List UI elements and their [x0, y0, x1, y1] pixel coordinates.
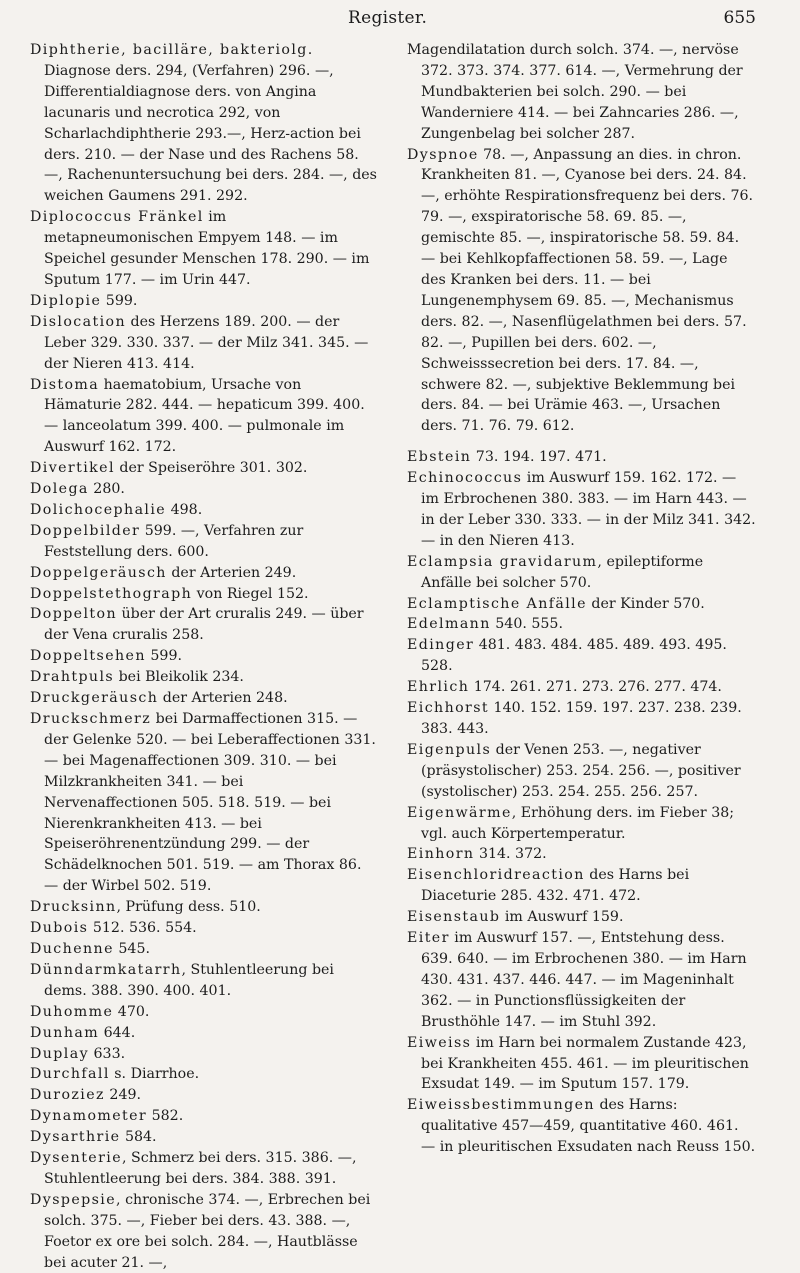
index-entry	[30, 563, 379, 584]
index-entry	[30, 709, 379, 897]
index-references: 584.	[120, 1129, 157, 1146]
index-entry	[30, 521, 379, 563]
index-entry	[407, 635, 756, 677]
index-references: 470.	[113, 1003, 150, 1020]
index-references: 498.	[166, 501, 203, 518]
index-term: Eigenwärme	[407, 804, 512, 821]
index-entry	[407, 803, 756, 845]
index-term: Dysenterie	[30, 1150, 123, 1167]
index-term: Doppelstethograph	[30, 585, 193, 602]
index-entry	[30, 1044, 379, 1065]
index-entry	[30, 1023, 379, 1044]
index-term: Echinococcus	[407, 470, 523, 487]
index-term: Eigenpuls	[407, 741, 492, 758]
index-term: Drucksinn	[30, 899, 117, 916]
index-term: Drahtpuls	[30, 669, 115, 686]
index-references: über der Art cruralis 249. — über der Vena cruralis 258.	[44, 606, 364, 644]
index-term: Dünndarmkatarrh	[30, 961, 182, 978]
index-entry	[30, 458, 379, 479]
index-term: Eisenstaub	[407, 909, 501, 926]
page-header	[30, 0, 756, 36]
index-references: 78. —, Anpassung an dies. in chron. Krankheiten 81. —, Cyanose bei ders. 24. 84. —, erhöhte Respirationsfrequenz bei ders. 76. 79. —, exspiratorische 58. 69. 85. —, gemischte 85. —, inspiratorische 58. 59. 84. — bei Kehlkopfaffectionen 58. 59. —, Lage des Kranken bei ders. 11. — bei Lungenemphysem 69. 85. —, Mechanismus ders. 82. —, Nasenflügelathmen bei ders. 57. 82. —, Pupillen bei ders. 602. —, Schweisssecretion bei ders. 17. 84. —, schwere 82. —, subjektive Beklemmung bei ders. 84. — bei Urämie 463. —, Ursachen ders. 71. 76. 79. 612.	[421, 146, 754, 435]
index-references: 481. 483. 484. 485. 489. 493. 495. 528.	[421, 637, 727, 675]
index-term: Eichhorst	[407, 700, 490, 717]
index-references: Magendilatation durch solch. 374. —, nervöse 372. 373. 374. 377. 614. —, Vermehrung der Mundbakterien bei solch. 290. — bei Wanderniere 414. — bei Zahncaries 286. —, Zungenbelag bei solcher 287.	[407, 42, 743, 142]
index-entry	[30, 918, 379, 939]
index-references: 512. 536. 554.	[88, 920, 197, 937]
index-references: der Arterien 248.	[158, 690, 288, 707]
index-references: , Schmerz bei ders. 315. 386. —, Stuhlentleerung bei ders. 384. 388. 391.	[44, 1150, 357, 1187]
index-entry	[407, 1033, 756, 1096]
index-references: haematobium, Ursache von Hämaturie 282. 444. — hepaticum 399. 400. — lanceolatum 399. 400. — pulmonale im Auswurf 162. 172.	[44, 376, 365, 456]
index-term: Dunham	[30, 1024, 100, 1041]
index-term: Doppelbilder	[30, 522, 141, 539]
index-references: 599.	[101, 292, 138, 309]
index-references: der Kinder 570.	[586, 595, 705, 612]
index-term: Duchenne	[30, 940, 114, 957]
index-entry	[30, 960, 379, 1002]
index-references: 249.	[104, 1087, 142, 1104]
index-references: 644.	[99, 1024, 136, 1041]
index-term: Edelmann	[407, 616, 491, 633]
index-term: Duplay	[30, 1045, 90, 1062]
index-term: Einhorn	[407, 846, 475, 863]
left-column	[30, 40, 379, 1273]
index-entry	[30, 312, 379, 375]
index-references: , epileptiforme Anfälle bei solcher 570.	[421, 553, 704, 591]
index-references: bei Bleikolik 234.	[114, 669, 244, 686]
index-entry	[30, 1190, 379, 1273]
index-entry	[30, 291, 379, 312]
right-column	[407, 40, 756, 1273]
index-references: des Harns bei Diaceturie 285. 432. 471. 472.	[421, 867, 690, 905]
index-term: Doppelton	[30, 606, 117, 623]
index-term: Doppelgeräusch	[30, 564, 167, 581]
index-term: Dyspepsie	[30, 1191, 117, 1208]
index-term: Dynamometer	[30, 1108, 148, 1125]
index-references: , chronische 374. —, Erbrechen bei solch. 375. —, Fieber bei ders. 43. 388. —, Foetor ex ore bei solch. 284. —, Hautblässe bei acuter 21. —,	[44, 1191, 371, 1271]
index-term: Distoma	[30, 376, 100, 393]
index-entry	[407, 468, 756, 552]
index-references: 599.	[145, 648, 182, 665]
index-references: 280.	[88, 481, 125, 498]
index-term: Diphtherie, bacilläre, bakteriolg.	[30, 42, 314, 58]
index-references: der Arterien 249.	[166, 564, 297, 581]
index-entry	[30, 1064, 379, 1085]
index-entry	[407, 740, 756, 803]
index-term: Durchfall	[30, 1066, 110, 1083]
index-references: bei Darmaffectionen 315. — der Gelenke 520. — bei Leberaffectionen 331. — bei Magenaffectionen 309. 310. — bei Milzkrankheiten 341. — bei Nervenaffectionen 505. 518. 519. — bei Nierenkrankheiten 413. — bei Speiseröhrenentzündung 299. — der Schädelknochen 501. 519. — am Thorax 86. — der Wirbel 502. 519.	[44, 711, 376, 895]
index-references: der Venen 253. —, negativer (präsystolischer) 253. 254. 256. —, positiver (systolischer) 253. 254. 255. 256. 257.	[421, 741, 741, 800]
index-entry	[407, 907, 756, 928]
index-entry	[30, 1106, 379, 1127]
index-references: des Herzens 189. 200. — der Leber 329. 330. 337. — der Milz 341. 345. — der Nieren 413. 414.	[44, 313, 369, 372]
index-term: Doppeltsehen	[30, 648, 146, 665]
index-entry	[407, 145, 756, 438]
index-references: 582.	[147, 1108, 184, 1125]
index-term: Druckschmerz	[30, 711, 152, 727]
index-term: Eiter	[407, 930, 450, 947]
running-title: Register.	[348, 8, 428, 28]
index-entry	[407, 40, 756, 145]
index-term: Druckgeräusch	[30, 690, 159, 707]
index-entry	[30, 688, 379, 709]
index-references: von Riegel 152.	[192, 585, 309, 602]
index-term: Eclampsia gravidarum	[407, 553, 598, 570]
index-entry	[30, 207, 379, 291]
page-number: 655	[723, 8, 756, 28]
index-term: Diplococcus Fränkel	[30, 209, 204, 226]
index-entry	[30, 479, 379, 500]
index-entry	[407, 677, 756, 698]
index-entry	[30, 584, 379, 605]
index-entry	[30, 1127, 379, 1148]
index-references: im Auswurf 159.	[500, 909, 624, 926]
index-entry	[30, 40, 379, 207]
index-term: Eiweiss	[407, 1034, 472, 1051]
index-entry	[407, 844, 756, 865]
index-term: Edinger	[407, 637, 475, 654]
index-references: , Prüfung dess. 510.	[116, 899, 261, 916]
index-references: Diagnose ders. 294, (Verfahren) 296. —, Differentialdiagnose ders. von Angina lacunaris und necrotica 292, von Scharlachdiphtherie 293.—, Herz-action bei ders. 210. — der Nase und des Rachens 58. —, Rachenuntersuchung bei ders. 284. —, des weichen Gaumens 291. 292.	[44, 62, 377, 205]
index-references: des Harns: qualitative 457—459, quantitative 460. 461. — in pleuritischen Exsudaten nach Reuss 150.	[421, 1097, 756, 1156]
index-term: Ehrlich	[407, 679, 470, 696]
index-entry	[30, 500, 379, 521]
index-references: 314. 372.	[474, 846, 547, 863]
index-references: 140. 152. 159. 197. 237. 238. 239. 383. 443.	[421, 700, 742, 737]
index-term: Ebstein	[407, 449, 472, 466]
index-term: Dolega	[30, 481, 89, 498]
index-entry	[30, 667, 379, 688]
index-references: im Harn bei normalem Zustande 423, bei Krankheiten 455. 461. — im pleuritischen Exsudat 149. — im Sputum 157. 179.	[421, 1034, 749, 1093]
index-term: Duhomme	[30, 1003, 114, 1020]
index-references: 633.	[89, 1045, 126, 1062]
index-entry	[30, 1085, 379, 1106]
index-references: s. Diarrhoe.	[109, 1066, 200, 1083]
index-references: im Auswurf 159. 162. 172. — im Erbrochenen 380. 383. — im Harn 443. — in der Leber 330. 333. — in der Milz 341. 342. — in den Nieren 413.	[421, 470, 756, 549]
index-term: Dyspnoe	[407, 146, 479, 163]
index-entry	[407, 594, 756, 615]
index-entry	[30, 604, 379, 646]
index-entry	[407, 1095, 756, 1158]
index-references: 540. 555.	[490, 616, 563, 633]
index-term: Dubois	[30, 920, 89, 937]
index-columns	[30, 40, 756, 1273]
index-entry	[30, 897, 379, 918]
index-references: der Speiseröhre 301. 302.	[114, 460, 308, 477]
index-entry	[30, 375, 379, 459]
index-references: im metapneumonischen Empyem 148. — im Speichel gesunder Menschen 178. 290. — im Sputum 177. — im Urin 447.	[44, 209, 370, 288]
index-entry	[407, 552, 756, 594]
index-term: Eclamptische Anfälle	[407, 595, 587, 612]
index-term: Eisenchloridreaction	[407, 867, 585, 884]
index-term: Duroziez	[30, 1087, 105, 1104]
index-entry	[407, 698, 756, 740]
index-entry	[30, 1148, 379, 1190]
index-term: Dislocation	[30, 313, 126, 330]
index-term: Dysarthrie	[30, 1129, 121, 1146]
index-references: , Stuhlentleerung bei dems. 388. 390. 400. 401.	[44, 961, 334, 999]
index-references: 599. —, Verfahren zur Feststellung ders. 600.	[44, 522, 304, 560]
index-references: 545.	[113, 940, 150, 957]
index-entry	[30, 646, 379, 667]
index-entry	[30, 939, 379, 960]
index-references: 174. 261. 271. 273. 276. 277. 474.	[469, 679, 722, 696]
index-entry	[407, 865, 756, 907]
index-term: Diplopie	[30, 292, 102, 309]
index-entry	[407, 614, 756, 635]
index-entry	[407, 447, 756, 468]
index-term: Eiweissbestimmungen	[407, 1097, 595, 1114]
index-entry	[407, 928, 756, 1033]
index-entry	[30, 1002, 379, 1023]
index-references: 73. 194. 197. 471.	[471, 449, 607, 466]
index-term: Divertikel	[30, 460, 115, 477]
index-term: Dolichocephalie	[30, 501, 167, 518]
index-references: , Erhöhung ders. im Fieber 38; vgl. auch Körpertemperatur.	[421, 804, 735, 842]
index-references: im Auswurf 157. —, Entstehung dess. 639. 640. — im Erbrochenen 380. — im Harn 430. 431. 437. 446. 447. — im Mageninhalt 362. — in Punctionsflüssigkeiten der Brusthöhle 147. — im Stuhl 392.	[421, 930, 747, 1030]
